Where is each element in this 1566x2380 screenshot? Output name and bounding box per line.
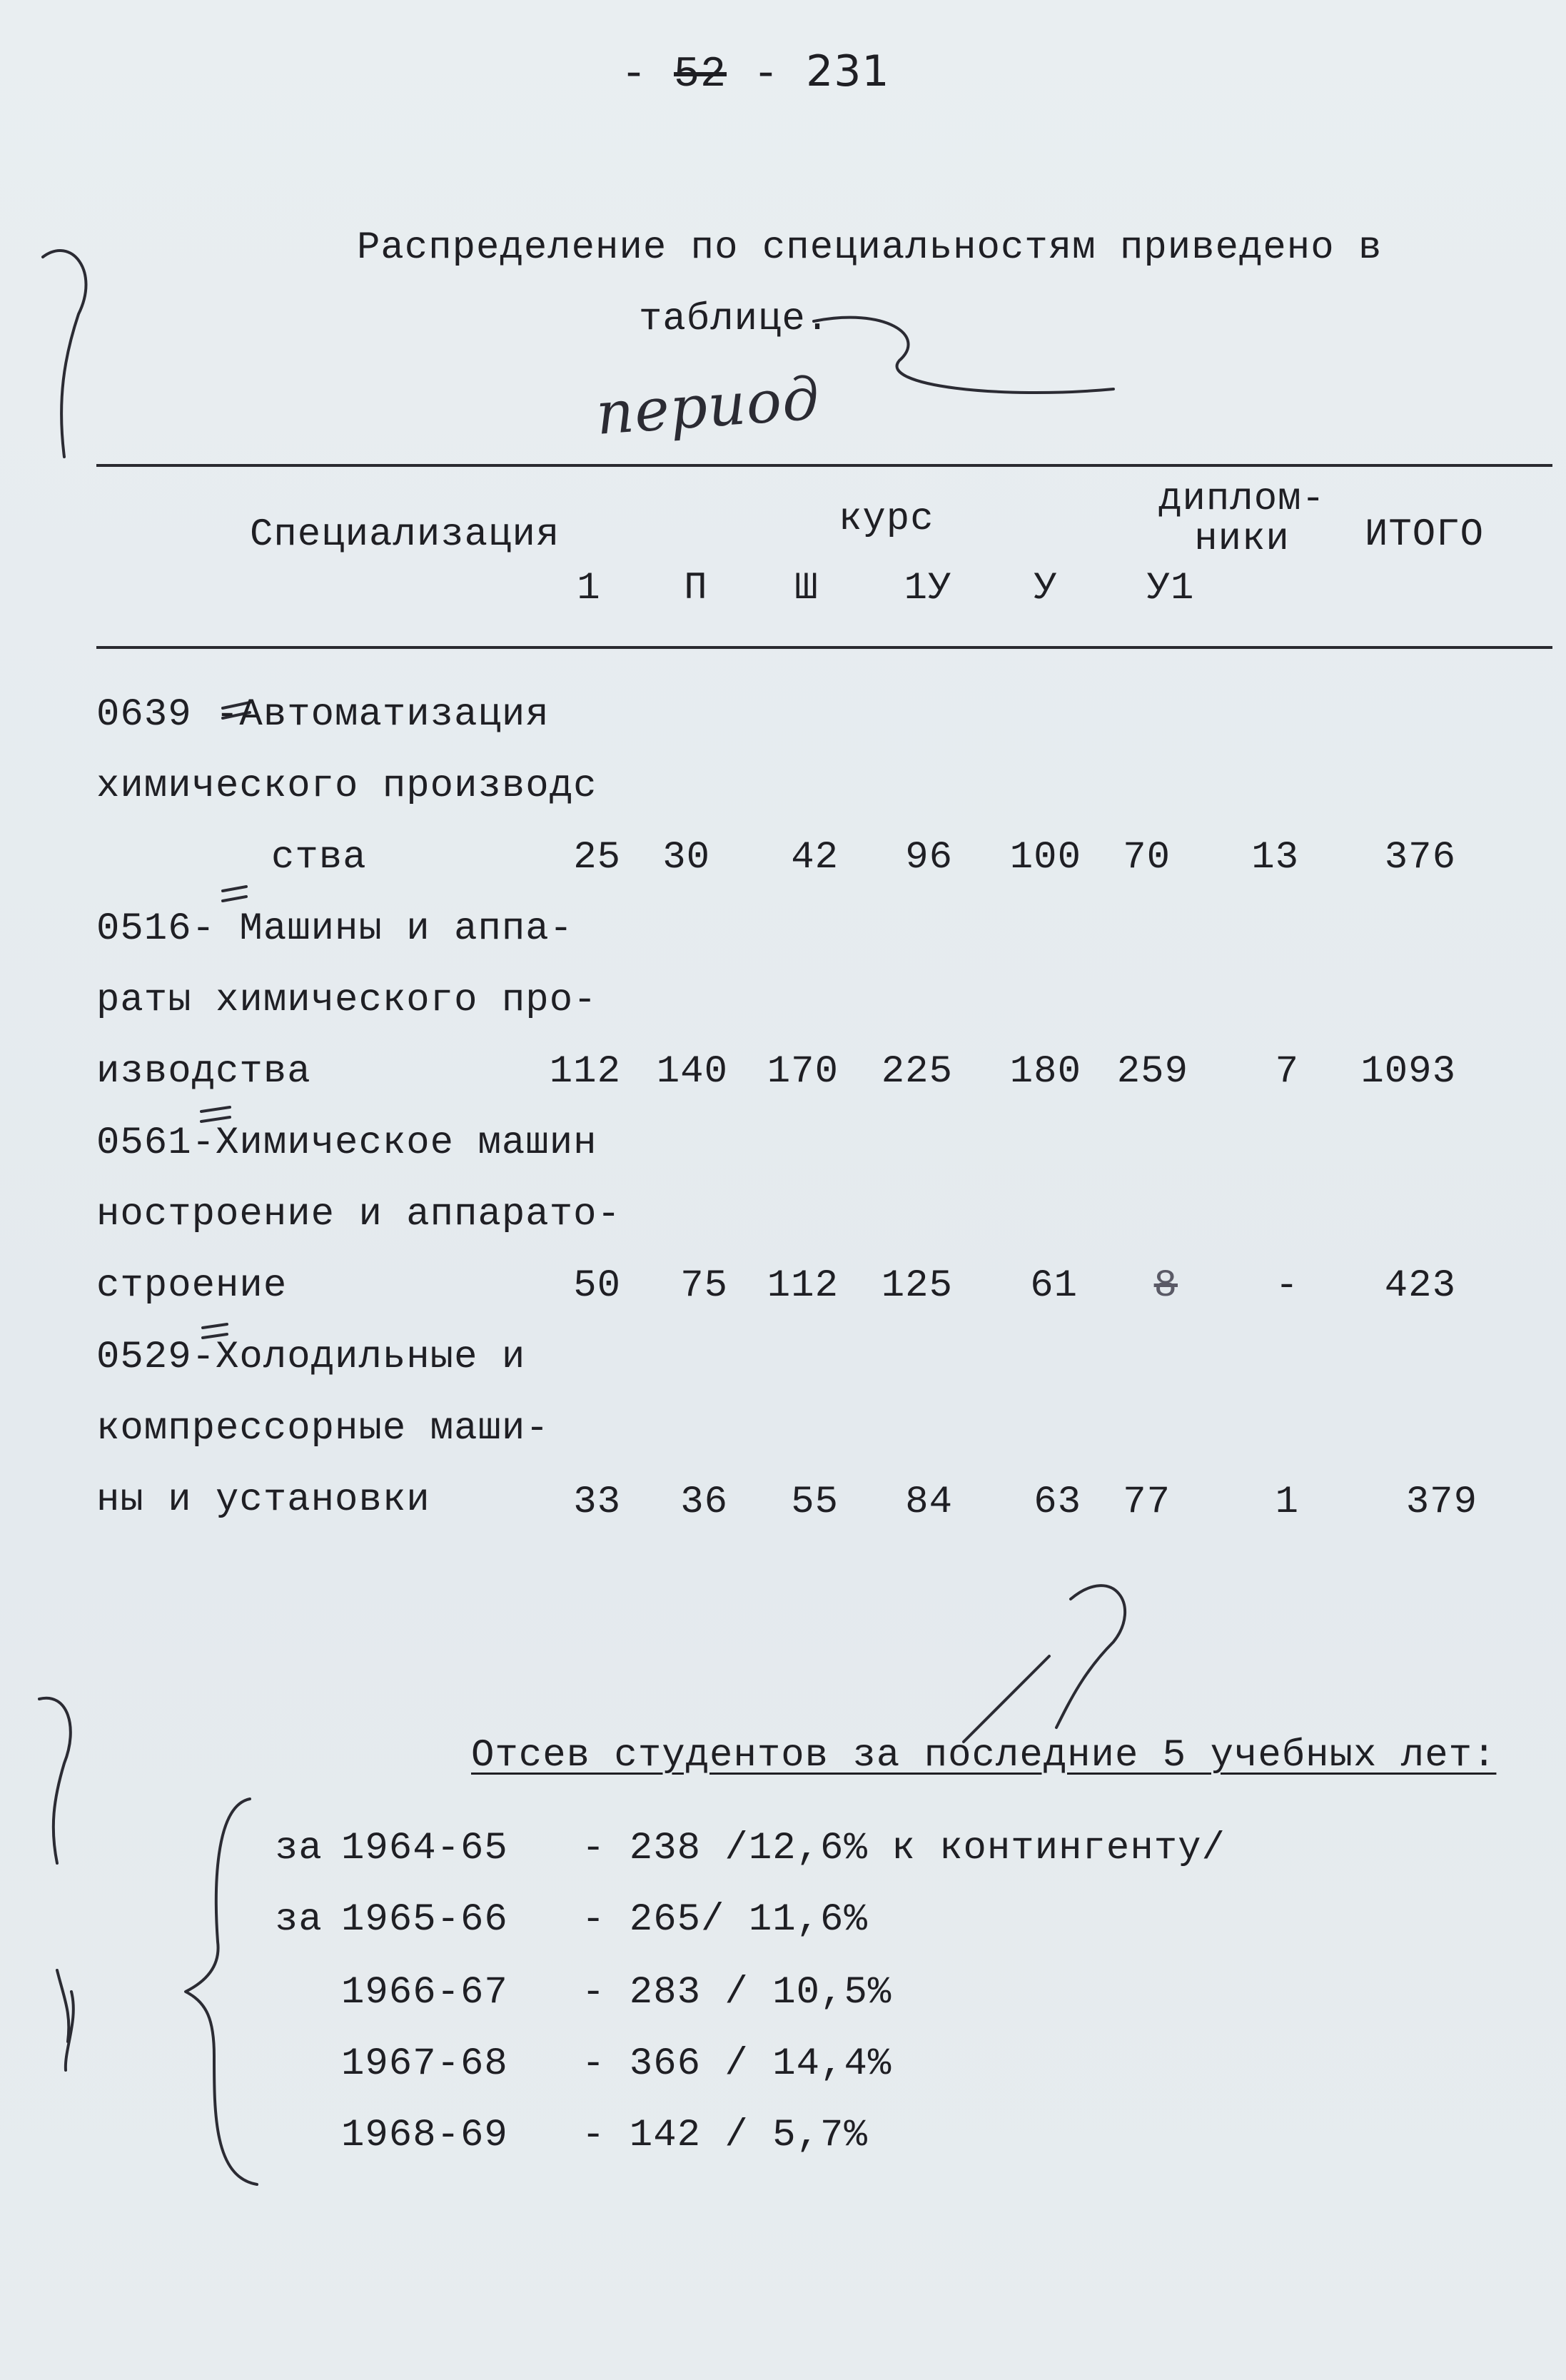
row-4-value: 77 xyxy=(1123,1481,1171,1524)
row-3-value: 61 xyxy=(1030,1264,1078,1308)
row-3-value: 50 xyxy=(573,1264,621,1308)
dropout-row-year: 1966-67 xyxy=(341,1971,508,2015)
dropout-row-year: 1968-69 xyxy=(341,2114,508,2157)
row-3-name-line-3: строение xyxy=(96,1264,288,1308)
dropout-row-year: 1965-66 xyxy=(341,1898,508,1942)
row-2-name-line-3: изводства xyxy=(96,1050,311,1094)
letter-y-margin xyxy=(57,1970,74,2070)
page-number-struck: 52 xyxy=(674,51,727,99)
row-4-value: 33 xyxy=(573,1481,621,1524)
row-2-value: 180 xyxy=(1009,1050,1081,1094)
row-4-name-line-2: компрессорные маши- xyxy=(96,1407,550,1451)
row-1-value: 96 xyxy=(905,836,953,879)
header-specialization: Специализация xyxy=(250,513,560,557)
page-number: - 52 - 231 xyxy=(621,46,890,99)
row-1-value: 25 xyxy=(573,836,621,879)
row-2-value: 259 xyxy=(1116,1050,1188,1094)
question-stroke xyxy=(964,1656,1049,1742)
row-3-graduates: - xyxy=(1275,1264,1299,1308)
row-2-name-line-2: раты химического про- xyxy=(96,979,597,1022)
row-4-total: 379 xyxy=(1405,1481,1477,1524)
row-3-value: 125 xyxy=(881,1264,953,1308)
header-course-2: П xyxy=(684,567,708,610)
row-2-value: 140 xyxy=(656,1050,728,1094)
header-course-4: 1У xyxy=(904,567,952,610)
dropout-row-value: - 366 / 14,4% xyxy=(582,2042,892,2086)
dropout-title: Отсев студентов за последние 5 учебных лет: xyxy=(471,1734,1497,1778)
row-3-total: 423 xyxy=(1384,1264,1456,1308)
hand-diacritic-3 xyxy=(201,1107,230,1121)
dropout-row-prefix: за xyxy=(275,1898,323,1942)
question-mark-middle xyxy=(1056,1585,1125,1728)
row-3-value-struck: 8 xyxy=(1153,1264,1178,1308)
dropout-row-value: - 265/ 11,6% xyxy=(582,1898,868,1942)
row-2-graduates: 7 xyxy=(1275,1050,1299,1094)
header-course: курс xyxy=(839,498,934,541)
row-3-name-line-1: 0561-Химическое машин xyxy=(96,1121,597,1165)
row-2-value: 170 xyxy=(767,1050,839,1094)
row-4-value: 63 xyxy=(1034,1481,1081,1524)
question-mark-lower-left xyxy=(39,1698,71,1863)
dropout-row-year: 1967-68 xyxy=(341,2042,508,2086)
row-2-value: 112 xyxy=(549,1050,621,1094)
row-2-total: 1093 xyxy=(1360,1050,1456,1094)
row-4-name-line-1: 0529-Холодильные и xyxy=(96,1336,526,1379)
row-4-graduates: 1 xyxy=(1275,1481,1299,1524)
row-1-name-line-1: 0639 -Автоматизация xyxy=(96,693,550,737)
arrow-scribble xyxy=(814,318,1113,393)
table-top-rule xyxy=(96,464,1552,467)
question-mark-left xyxy=(43,251,86,457)
row-1-name-line-3: ства xyxy=(271,836,367,879)
header-course-3: Ш xyxy=(794,567,819,610)
page-number-current: 231 xyxy=(806,46,890,96)
row-2-value: 225 xyxy=(881,1050,953,1094)
dropout-row-value: - 142 / 5,7% xyxy=(582,2114,868,2157)
row-3-name-line-2: ностроение и аппарато- xyxy=(96,1193,621,1236)
row-2-name-line-1: 0516- Машины и аппа- xyxy=(96,907,574,951)
row-3-value: 112 xyxy=(767,1264,839,1308)
dropout-row-year: 1964-65 xyxy=(341,1827,508,1870)
header-course-5: У xyxy=(1034,567,1058,610)
dropout-row-value: - 238 /12,6% к контингенту/ xyxy=(582,1827,1226,1870)
row-1-total: 376 xyxy=(1384,836,1456,879)
row-4-value: 84 xyxy=(905,1481,953,1524)
row-1-value: 30 xyxy=(662,836,710,879)
row-1-name-line-2: химического производс xyxy=(96,765,597,808)
handwritten-note: период xyxy=(594,365,822,448)
header-total: ИТОГО xyxy=(1365,513,1485,557)
header-course-1: 1 xyxy=(577,567,601,610)
intro-line-1: Распределение по специальностям приведено в xyxy=(357,226,1383,270)
table-header-rule xyxy=(96,646,1552,649)
row-1-graduates: 13 xyxy=(1251,836,1299,879)
row-3-value: 75 xyxy=(680,1264,728,1308)
dropout-row-value: - 283 / 10,5% xyxy=(582,1971,892,2015)
row-4-value: 55 xyxy=(791,1481,839,1524)
brace xyxy=(186,1799,257,2184)
header-graduates: диплом- ники xyxy=(1158,478,1325,561)
hand-diacritic-2 xyxy=(223,887,246,901)
dropout-row-prefix: за xyxy=(275,1827,323,1870)
intro-line-2: таблице. xyxy=(639,298,830,341)
row-4-value: 36 xyxy=(680,1481,728,1524)
header-course-6: У1 xyxy=(1146,567,1195,610)
row-1-value: 100 xyxy=(1009,836,1081,879)
row-1-value: 70 xyxy=(1123,836,1171,879)
row-4-name-line-3: ны и установки xyxy=(96,1478,430,1522)
row-1-value: 42 xyxy=(791,836,839,879)
